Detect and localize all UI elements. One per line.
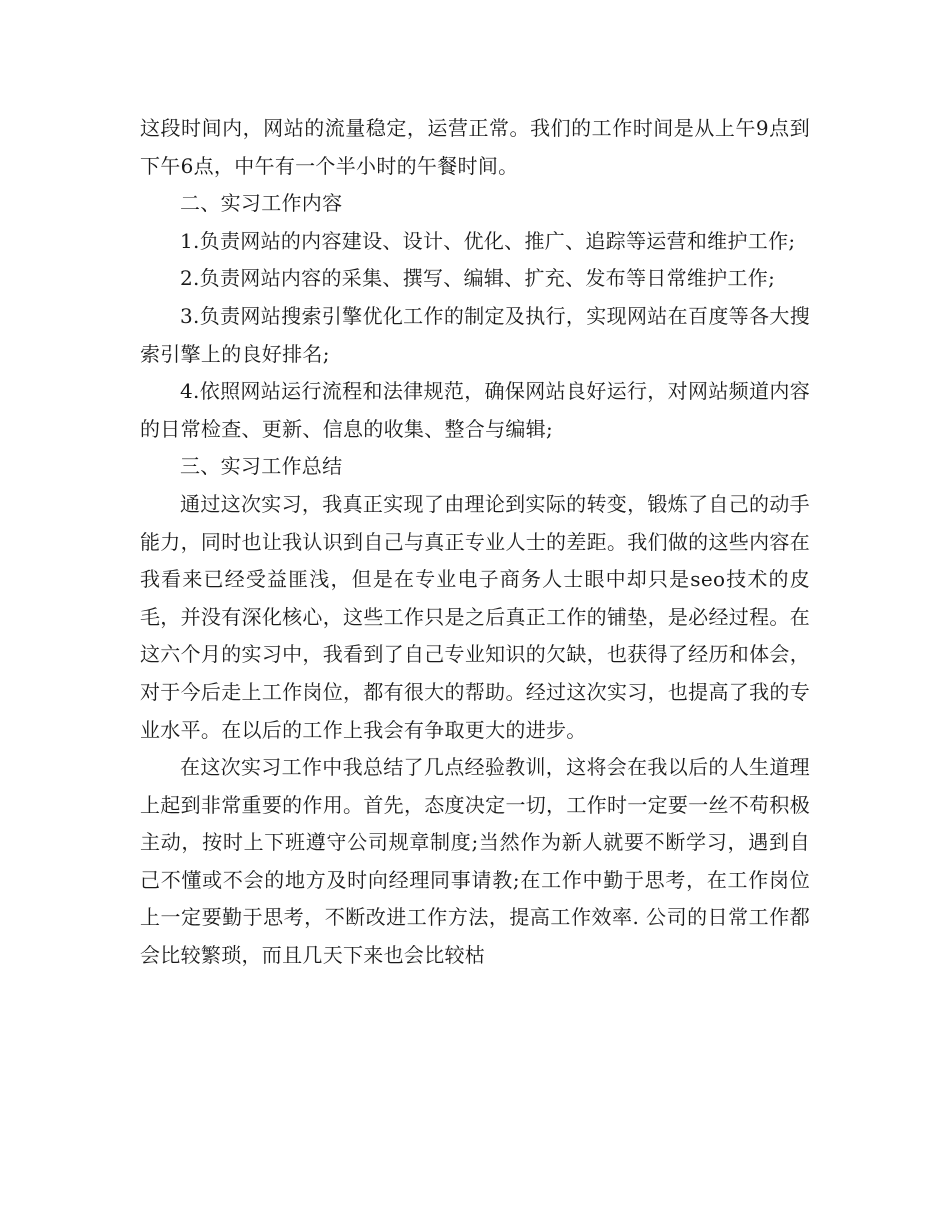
paragraph-lessons: 在这次实习工作中我总结了几点经验教训，这将会在我以后的人生道理上起到非常重要的作用。首先，态度决定一切，工作时一定要一丝不苟积极主动，按时上下班遵守公司规章制度;当然作为新人就要不断学习，遇到自己不懂或不会的地方及时向经理同事请教;在工作中勤于思考，在工作岗位上一定要勤于思考，不断改进工作方法，提高工作效率. 公司的日常工作都会比较繁琐，而且几天下来也会比较枯 [140, 755, 810, 968]
list-item-4: 4.依照网站运行流程和法律规范，确保网站良好运行，对网站频道内容的日常检查、更新、信息的收集、整合与编辑; [140, 379, 810, 441]
paragraph-intro: 这段时间内，网站的流量稳定，运营正常。我们的工作时间是从上午9点到下午6点，中午有一个半小时的午餐时间。 [140, 116, 810, 178]
list-item-1: 1.负责网站的内容建设、设计、优化、推广、追踪等运营和维护工作; [180, 228, 796, 253]
section-heading-summary: 三、实习工作总结 [180, 454, 343, 479]
document-page [140, 110, 810, 975]
list-item-3: 3.负责网站搜索引擎优化工作的制定及执行，实现网站在百度等各大搜索引擎上的良好排名; [140, 303, 810, 366]
list-item-2: 2.负责网站内容的采集、撰写、编辑、扩充、发布等日常维护工作; [180, 266, 776, 291]
section-heading-work-content: 二、实习工作内容 [180, 191, 343, 216]
paragraph-summary: 通过这次实习，我真正实现了由理论到实际的转变，锻炼了自己的动手能力，同时也让我认识到自己与真正专业人士的差距。我们做的这些内容在我看来已经受益匪浅，但是在专业电子商务人士眼中却只是seo技术的皮毛，并没有深化核心，这些工作只是之后真正工作的铺垫，是必经过程。在这六个月的实习中，我看到了自己专业知识的欠缺，也获得了经历和体会，对于今后走上工作岗位，都有很大的帮助。经过这次实习，也提高了我的专业水平。在以后的工作上我会有争取更大的进步。 [140, 491, 810, 742]
